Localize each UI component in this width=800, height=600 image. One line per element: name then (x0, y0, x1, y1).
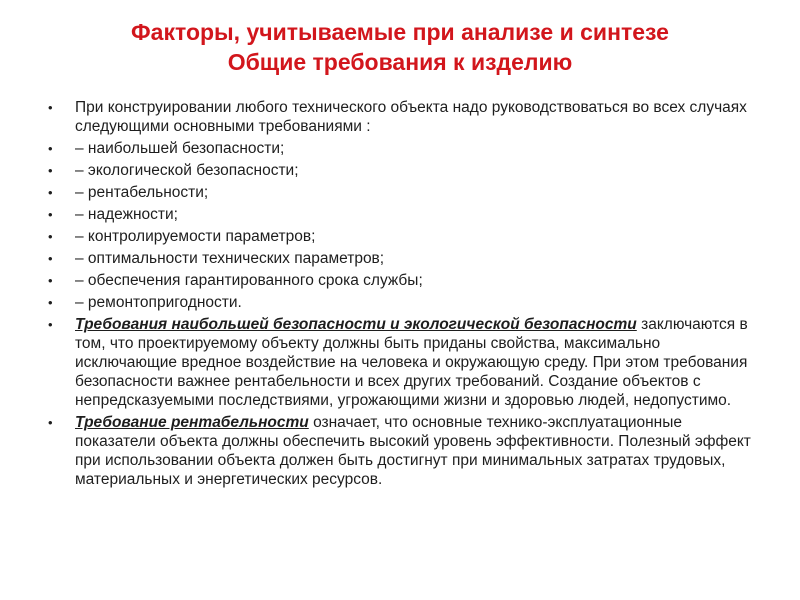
safety-text: заключаются в том, что проектируемому объекту должны быть приданы свойства, максимально исключающие вредное воздействие на человека и окружающую среду. При этом требования безопасности важнее рентабельности и всех других требований. Создание объектов с непредсказуемыми последствиями, угрожающими жизни и здоровью людей, недопустимо. (75, 316, 748, 409)
bullet-icon: • (48, 185, 53, 200)
paragraph-safety (48, 315, 760, 410)
bullet-icon: • (48, 141, 53, 156)
bullet-icon: • (48, 100, 53, 115)
item-text: – экологической безопасности; (75, 162, 299, 179)
item-text: – обеспечения гарантированного срока службы; (75, 272, 423, 289)
item-text: – рентабельности; (75, 184, 209, 201)
list-item (48, 227, 760, 246)
slide-body (48, 98, 760, 492)
bullet-icon: • (48, 251, 53, 266)
bullet-icon: • (48, 229, 53, 244)
profitability-emphasis: Требование рентабельности (75, 414, 309, 431)
bullet-list (48, 98, 760, 489)
list-item (48, 98, 760, 136)
item-text: – контролируемости параметров; (75, 228, 316, 245)
bullet-icon: • (48, 273, 53, 288)
bullet-icon: • (48, 317, 53, 332)
item-text: При конструировании любого технического объекта надо руководствоваться во всех случаях следующими основными требованиями : (75, 99, 747, 135)
item-text: – надежности; (75, 206, 178, 223)
item-text: – наибольшей безопасности; (75, 140, 285, 157)
list-item (48, 293, 760, 312)
profitability-text: означает, что основные технико-эксплуатационные показатели объекта должны обеспечить высокий уровень эффективности. Полезный эффект при использовании объекта должен быть достигнут при минимальных затратах трудовых, материальных и энергетических ресурсов. (75, 414, 751, 488)
list-item (48, 249, 760, 268)
list-item (48, 161, 760, 180)
safety-emphasis: Требования наибольшей безопасности и экологической безопасности (75, 316, 637, 333)
list-item (48, 139, 760, 158)
bullet-icon: • (48, 415, 53, 430)
bullet-icon: • (48, 163, 53, 178)
title-line-1: Факторы, учитываемые при анализе и синтезе (131, 19, 669, 45)
list-item (48, 183, 760, 202)
slide-title (40, 17, 760, 77)
bullet-icon: • (48, 295, 53, 310)
item-text: – оптимальности технических параметров; (75, 250, 385, 267)
list-item (48, 271, 760, 290)
title-line-2: Общие требования к изделию (227, 49, 573, 75)
list-item (48, 205, 760, 224)
bullet-icon: • (48, 207, 53, 222)
item-text: – ремонтопригодности. (75, 294, 242, 311)
paragraph-profitability (48, 413, 760, 489)
